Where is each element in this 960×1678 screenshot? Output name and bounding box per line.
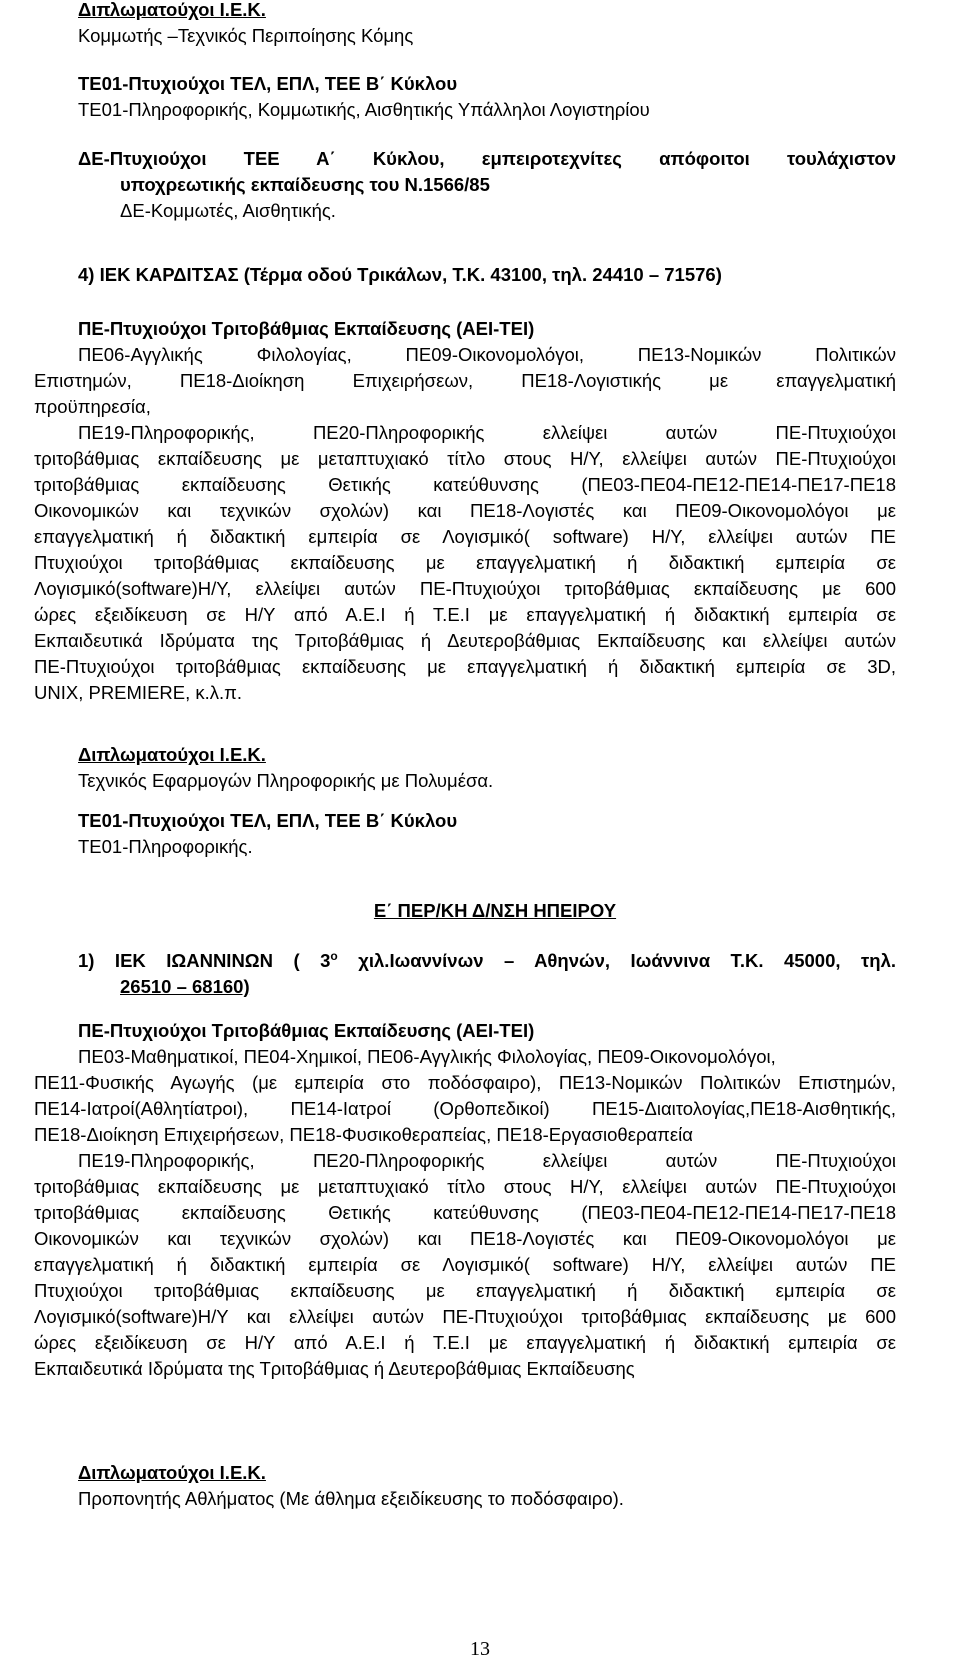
iek-ioannina-title-block: [78, 948, 896, 1000]
paragraph-line: επαγγελματική ή διδακτική εμπειρία σε Λογισμικό( software) Η/Υ, ελλείψει αυτών ΠΕ: [34, 526, 896, 547]
paragraph-line: ΠΕ19-Πληροφορικής, ΠΕ20-Πληροφορικής ελλείψει αυτών ΠΕ-Πτυχιούχοι: [78, 422, 896, 443]
paragraph-line: προϋπηρεσία,: [34, 396, 151, 417]
pe-heading-ioannina-block: [78, 1018, 896, 1044]
paragraph-line: τριτοβάθμιας εκπαίδευσης με μεταπτυχιακό τίτλο στους Η/Υ, ελλείψει αυτών ΠΕ-Πτυχιούχοι: [34, 1176, 896, 1197]
te-specialties: ΤΕ01-Πληροφορικής, Κομμωτικής, Αισθητικής Υπάλληλοι Λογιστηρίου: [78, 99, 650, 120]
te-heading: ΤΕ01-Πτυχιούχοι ΤΕΛ, ΕΠΛ, ΤΕΕ Β΄ Κύκλου: [78, 810, 458, 831]
paragraph-line: ΠΕ-Πτυχιούχοι τριτοβάθμιας εκπαίδευσης με επαγγελματική ή διδακτική εμπειρία σε 3D,: [34, 656, 896, 677]
paragraph-line: ΠΕ14-Ιατροί(Αθλητίατροι), ΠΕ14-Ιατροί (Ορθοπεδικοί) ΠΕ15-Διαιτολογίας,ΠΕ18-Αισθητικής,: [34, 1098, 896, 1119]
pe-specialties-ioannina: [34, 1044, 896, 1382]
paragraph-line: ΠΕ11-Φυσικής Αγωγής (με εμπειρία στο ποδόσφαιρο), ΠΕ13-Νομικών Πολιτικών Επιστημών,: [34, 1072, 896, 1093]
de-block: [78, 146, 896, 224]
te-karditsa-block: [78, 808, 896, 860]
paragraph-line: ώρες εξειδίκευση σε Η/Υ από Α.Ε.Ι ή Τ.Ε.Ι με επαγγελματική ή διδακτική εμπειρία σε: [34, 604, 896, 625]
pe-heading-karditsa-block: [78, 316, 896, 342]
page-number: 13: [470, 1638, 490, 1660]
paragraph-line: ΠΕ18-Διοίκηση Επιχειρήσεων, ΠΕ18-Φυσικοθεραπείας, ΠΕ18-Εργασιοθεραπεία: [34, 1124, 693, 1145]
paragraph-line: τριτοβάθμιας εκπαίδευσης Θετικής κατεύθυνσης (ΠΕ03-ΠΕ04-ΠΕ12-ΠΕ14-ΠΕ17-ΠΕ18: [34, 474, 896, 495]
iek-ioannina-phone: 26510 – 68160): [120, 976, 250, 997]
paragraph-line: Λογισμικό(software)Η/Υ και ελλείψει αυτών ΠΕ-Πτυχιούχοι τριτοβάθμιας εκπαίδευσης με 600: [34, 1306, 896, 1327]
iek-heading: Διπλωματούχοι Ι.Ε.Κ.: [78, 1462, 266, 1483]
iek-karditsa-title: 4) ΙΕΚ ΚΑΡΔΙΤΣΑΣ (Τέρμα οδού Τρικάλων, Τ.Κ. 43100, τηλ. 24410 – 71576): [78, 264, 722, 285]
pe-heading: ΠΕ-Πτυχιούχοι Τριτοβάθμιας Εκπαίδευσης (ΑΕΙ-ΤΕΙ): [78, 1020, 535, 1041]
iek-karditsa-title-block: [78, 262, 896, 288]
paragraph-line: Πτυχιούχοι τριτοβάθμιας εκπαίδευσης με επαγγελματική ή διδακτική εμπειρία σε: [34, 552, 896, 573]
paragraph-line: επαγγελματική ή διδακτική εμπειρία σε Λογισμικό( software) Η/Υ, ελλείψει αυτών ΠΕ: [34, 1254, 896, 1275]
region-title: Ε΄ ΠΕΡ/ΚΗ Δ/ΝΣΗ ΗΠΕΙΡΟΥ: [373, 900, 617, 921]
te-block: [78, 71, 908, 123]
te-specialties: ΤΕ01-Πληροφορικής.: [78, 836, 253, 857]
pe-heading: ΠΕ-Πτυχιούχοι Τριτοβάθμιας Εκπαίδευσης (ΑΕΙ-ΤΕΙ): [78, 318, 535, 339]
de-heading-line2: υποχρεωτικής εκπαίδευσης του Ν.1566/85: [120, 174, 490, 195]
paragraph-line: Οικονομικών και τεχνικών σχολών) και ΠΕ18-Λογιστές και ΠΕ09-Οικονομολόγοι με: [34, 500, 896, 521]
paragraph-line: Επιστημών, ΠΕ18-Διοίκηση Επιχειρήσεων, ΠΕ18-Λογιστικής με επαγγελματική: [34, 370, 896, 391]
iek-heading: Διπλωματούχοι Ι.Ε.Κ.: [78, 0, 266, 20]
paragraph-line: Λογισμικό(software)Η/Υ, ελλείψει αυτών ΠΕ-Πτυχιούχοι τριτοβάθμιας εκπαίδευσης με 600: [34, 578, 896, 599]
region-title-block: [0, 898, 960, 924]
iek-karditsa-diploma-block: [78, 742, 896, 794]
paragraph-line: ΠΕ03-Μαθηματικοί, ΠΕ04-Χημικοί, ΠΕ06-Αγγλικής Φιλολογίας, ΠΕ09-Οικονομολόγοι,: [78, 1046, 776, 1067]
paragraph-line: UNIX, PREMIERE, κ.λ.π.: [34, 682, 243, 703]
paragraph-line: Οικονομικών και τεχνικών σχολών) και ΠΕ18-Λογιστές και ΠΕ09-Οικονομολόγοι με: [34, 1228, 896, 1249]
paragraph-line: ώρες εξειδίκευση σε Η/Υ από Α.Ε.Ι ή Τ.Ε.Ι με επαγγελματική ή διδακτική εμπειρία σε: [34, 1332, 896, 1353]
iek-ioannina-diploma-block: [78, 1460, 896, 1512]
iek-graduates-block: [78, 0, 908, 49]
de-heading-line1: ΔΕ-Πτυχιούχοι ΤΕΕ Α΄ Κύκλου, εμπειροτεχνίτες απόφοιτοι τουλάχιστον: [78, 148, 896, 169]
paragraph-line: ΠΕ19-Πληροφορικής, ΠΕ20-Πληροφορικής ελλείψει αυτών ΠΕ-Πτυχιούχοι: [78, 1150, 896, 1171]
paragraph-line: Εκπαιδευτικά Ιδρύματα της Τριτοβάθμιας ή Δευτεροβάθμιας Εκπαίδευσης: [34, 1358, 635, 1379]
iek-heading: Διπλωματούχοι Ι.Ε.Κ.: [78, 744, 266, 765]
paragraph-line: τριτοβάθμιας εκπαίδευσης με μεταπτυχιακό τίτλο στους Η/Υ, ελλείψει αυτών ΠΕ-Πτυχιούχοι: [34, 448, 896, 469]
paragraph-line: Εκπαιδευτικά Ιδρύματα της Τριτοβάθμιας ή Δευτεροβάθμιας Εκπαίδευσης και ελλείψει αυτών: [34, 630, 896, 651]
pe-specialties-karditsa: [34, 342, 896, 706]
iek-specialty: Τεχνικός Εφαρμογών Πληροφορικής με Πολυμέσα.: [78, 770, 494, 791]
te-heading: ΤΕ01-Πτυχιούχοι ΤΕΛ, ΕΠΛ, ΤΕΕ Β΄ Κύκλου: [78, 73, 458, 94]
iek-ioannina-title: 1) ΙΕΚ ΙΩΑΝΝΙΝΩΝ ( $3^o$ χιλ.Ιωαννίνων – Αθηνών, Ιωάννινα Τ.Κ. 45000, τηλ.: [78, 948, 896, 971]
paragraph-line: ΠΕ06-Αγγλικής Φιλολογίας, ΠΕ09-Οικονομολόγοι, ΠΕ13-Νομικών Πολιτικών: [78, 344, 896, 365]
de-specialties: ΔΕ-Κομμωτές, Αισθητικής.: [120, 200, 336, 221]
paragraph-line: τριτοβάθμιας εκπαίδευσης Θετικής κατεύθυνσης (ΠΕ03-ΠΕ04-ΠΕ12-ΠΕ14-ΠΕ17-ΠΕ18: [34, 1202, 896, 1223]
paragraph-line: Πτυχιούχοι τριτοβάθμιας εκπαίδευσης με επαγγελματική ή διδακτική εμπειρία σε: [34, 1280, 896, 1301]
iek-specialty: Προπονητής Αθλήματος (Με άθλημα εξειδίκευσης το ποδόσφαιρο).: [78, 1488, 624, 1509]
iek-specialty: Κομμωτής –Τεχνικός Περιποίησης Κόμης: [78, 25, 414, 46]
